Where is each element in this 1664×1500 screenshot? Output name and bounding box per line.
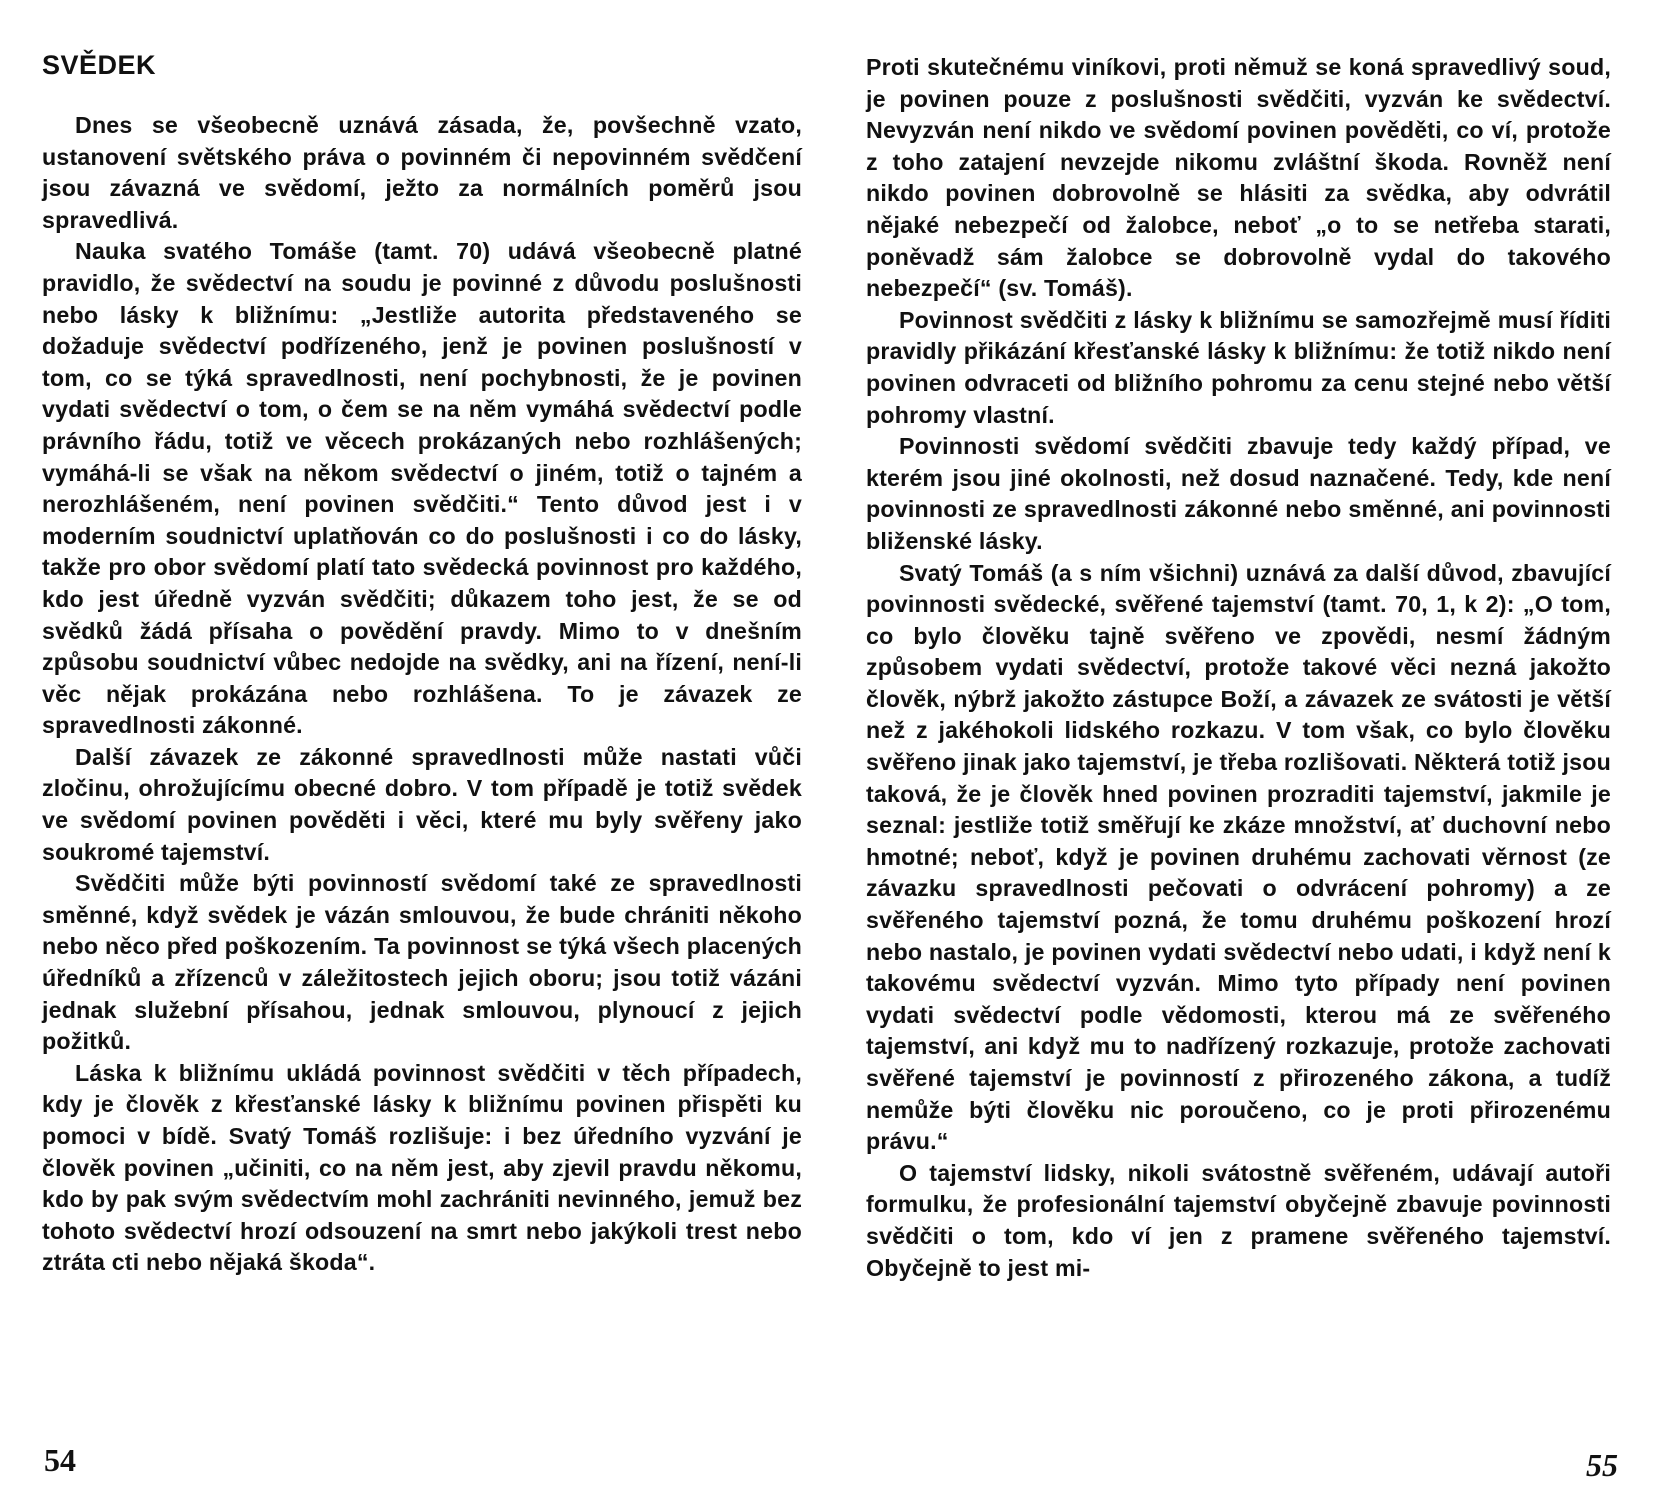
left-page — [42, 48, 802, 1279]
paragraph: Povinnosti svědomí svědčiti zbavuje tedy každý případ, ve kterém jsou jiné okolnosti, než dosud naznačené. Tedy, kde není povinnosti ze spravedlnosti zákonné nebo směnné, ani povinnosti bliženské lásky. — [866, 433, 1611, 554]
paragraph: Dnes se všeobecně uznává zásada, že, povšechně vzato, ustanovení světského práva o povinném či nepovinném svědčení jsou závazná ve svědomí, ježto za normálních poměrů jsou spravedlivá. — [42, 112, 802, 233]
paragraph: Láska k bližnímu ukládá povinnost svědčiti v těch případech, kdy je člověk z křesťanské lásky k bližnímu povinen přispěti ku pomoci v bídě. Svatý Tomáš rozlišuje: i bez úředního vyzvání je člověk povinen „učiniti, co na něm jest, aby zjevil pravdu někomu, kdo by pak svým svědectvím mohl zachrániti nevinného, jemuž bez tohoto svědectví hrozí odsouzení na smrt nebo jakýkoli trest nebo ztráta cti nebo nějaká škoda“. — [42, 1059, 802, 1276]
right-page — [866, 52, 1611, 1284]
paragraph: Svatý Tomáš (a s ním všichni) uznává za další důvod, zbavující povinnosti svědecké, svěřené tajemství (tamt. 70, 1, k 2): „O tom, co bylo člověku tajně svěřeno ve zpovědi, nesmí žádným způsobem vydati svědectví, protože takové věci nezná jakožto člověk, nýbrž jakožto zástupce Boží, a závazek ze svátosti je větší než z jakéhokoli lidského rozkazu. V tom však, co bylo člověku svěřeno jinak jako tajemství, je třeba rozlišovati. Některá totiž jsou taková, že je člověk hned povinen prozraditi tajemství, jakmile je seznal: jestliže totiž směřují ke zkáze množství, ať duchovní nebo hmotné; neboť, když je povinen druhému zachovati věrnost (ze závazku spravedlnosti pečovati o odvrácení pohromy) a ze svěřeného tajemství pozná, že tomu druhému poškození hrozí nebo nastalo, je povinen vydati svědectví nebo udati, i když není k takovému svědectví vyzván. Mimo tyto případy není povinen vydati svědectví podle vědomosti, kterou má ze svěřeného tajemství, ani když mu to nadřízený rozkazuje, protože zachovati svěřené tajemství je povinností z přirozeného zákona, a tudíž nemůže býti člověku nic poroučeno, co je proti přirozenému právu.“ — [866, 559, 1611, 1155]
paragraph: Svědčiti může býti povinností svědomí také ze spravedlnosti směnné, když svědek je vázán smlouvou, že bude chrániti někoho nebo něco před poškozením. Ta povinnost se týká všech placených úředníků a zřízenců v záležitostech jejich oboru; jsou totiž vázáni jednak služební přísahou, jednak smlouvou, plynoucí z jejich požitků. — [42, 870, 802, 1055]
paragraph: Nauka svatého Tomáše (tamt. 70) udává všeobecně platné pravidlo, že svědectví na soudu je povinné z důvodu poslušnosti nebo lásky k bližnímu: „Jestliže autorita představeného se dožaduje svědectví podřízeného, jenž je povinen poslušností v tom, co se týká spravedlnosti, není pochybnosti, že je povinen vydati svědectví o tom, o čem se na něm vymáhá svědectví podle právního řádu, totiž ve věcech prokázaných nebo rozhlášených; vymáhá-li se však na někom svědectví o jiném, totiž o tajném a nerozhlášeném, není povinen svědčiti.“ Tento důvod jest i v moderním soudnictví uplatňován co do poslušnosti i co do lásky, takže pro obor svědomí platí tato svědecká povinnost pro každého, kdo jest úředně vyzván svědčiti; důkazem toho jest, že se od svědků žádá přísaha o povědění pravdy. Mimo to v dnešním způsobu soudnictví vůbec nedojde na svědky, ani na řízení, není-li věc nějak prokázána nebo rozhlášena. To je závazek ze spravedlnosti zákonné. — [42, 238, 802, 739]
chapter-heading: SVĚDEK — [42, 50, 157, 80]
page-number-left: 54 — [44, 1442, 76, 1478]
paragraph-continued: Proti skutečnému viníkovi, proti němuž se koná spravedlivý soud, je povinen pouze z poslušnosti svědčiti, vyzván ke svědectví. Nevyzván není nikdo ve svědomí povinen pověděti, co ví, protože z toho zatajení nevzejde nikomu zvláštní škoda. Rovněž není nikdo povinen dobrovolně se hlásiti za svědka, aby odvrátil nějaké nebezpečí od žalobce, neboť „o to se netřeba starati, poněvadž sám žalobce se dobrovolně vydal do takového nebezpečí“ (sv. Tomáš). — [866, 54, 1611, 302]
paragraph: Další závazek ze zákonné spravedlnosti může nastati vůči zločinu, ohrožujícímu obecné dobro. V tom případě je totiž svědek ve svědomí povinen pověděti i věci, které mu byly svěřeny jako soukromé tajemství. — [42, 743, 802, 865]
paragraph: Povinnost svědčiti z lásky k bližnímu se samozřejmě musí říditi pravidly přikázání křesťanské lásky k bližnímu: že totiž nikdo není povinen odvraceti od bližního pohromu za cenu stejné nebo větší pohromy vlastní. — [866, 306, 1611, 428]
paragraph: O tajemství lidsky, nikoli svátostně svěřeném, udávají autoři formulku, že profesionální tajemství obyčejně zbavuje povinnosti svědčiti o tom, kdo ví jen z pramene svěřeného tajemství. Obyčejně to jest mi- — [866, 1159, 1611, 1281]
page-number-right: 55 — [1586, 1447, 1618, 1483]
